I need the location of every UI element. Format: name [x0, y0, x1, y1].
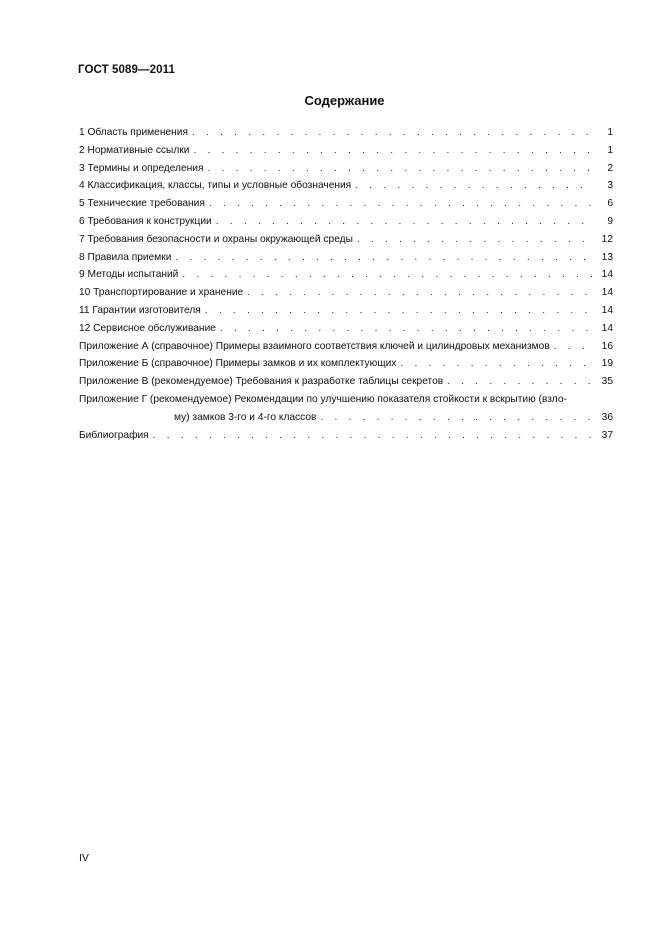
- toc-entry[interactable]: [79, 231, 613, 249]
- toc-entry-label: 5 Технические требования: [79, 198, 205, 210]
- toc-title: Содержание: [304, 93, 385, 108]
- toc-leader-dots: [182, 266, 595, 284]
- toc-entry-label-line2: му) замков 3-го и 4-го классов: [174, 411, 317, 423]
- toc-entry[interactable]: [79, 266, 613, 284]
- toc-entry-page: 9: [607, 215, 613, 227]
- toc-entry-page: 36: [601, 411, 613, 423]
- toc-leader-dots: [320, 409, 595, 427]
- toc-entry[interactable]: [79, 124, 613, 142]
- toc-entry[interactable]: [79, 195, 613, 213]
- toc-entry-page: 13: [601, 251, 613, 263]
- document-id: ГОСТ 5089—2011: [78, 64, 175, 76]
- toc-entry-label: Библиография: [79, 429, 149, 441]
- toc-leader-dots: [175, 249, 595, 267]
- toc-entry-label: Приложение Б (справочное) Примеры замков и их комплектующих: [79, 358, 397, 370]
- toc-entry-label: 8 Правила приемки: [79, 251, 172, 263]
- toc-entry-label: 7 Требования безопасности и охраны окружающей среды: [79, 233, 353, 245]
- toc-entry-page: 19: [601, 358, 613, 370]
- toc-entry-appendix[interactable]: [79, 338, 613, 356]
- toc-leader-dots: [205, 302, 595, 320]
- toc-leader-dots: [207, 160, 595, 178]
- toc-entry[interactable]: [79, 249, 613, 267]
- toc-entry-bibliography[interactable]: [79, 427, 613, 445]
- toc-entry-label-line1: Приложение Г (рекомендуемое) Рекомендации по улучшению показателя стойкости к вскрытию (взло-: [79, 393, 567, 405]
- toc-entry-label: 1 Область применения: [79, 127, 188, 138]
- toc-entry-label: 10 Транспортирование и хранение: [79, 287, 244, 299]
- toc-leader-dots: [216, 213, 595, 231]
- toc-entry-label: Приложение А (справочное) Примеры взаимного соответствия ключей и цилиндровых механизмов: [79, 340, 550, 352]
- toc-leader-dots: [400, 355, 595, 373]
- toc-entry-page: 14: [601, 287, 613, 299]
- toc-leader-dots: [192, 124, 595, 142]
- toc-entry-page: 16: [601, 340, 613, 352]
- toc-leader-dots: [247, 284, 595, 302]
- toc-entry-label: 11 Гарантии изготовителя: [79, 304, 201, 316]
- toc-entry[interactable]: [79, 284, 613, 302]
- toc-entry-label: 2 Нормативные ссылки: [79, 144, 190, 156]
- page-number: IV: [79, 852, 89, 864]
- toc-entry-page: 6: [607, 198, 613, 210]
- toc-entry-label: 6 Требования к конструкции: [79, 215, 212, 227]
- toc-entry[interactable]: [79, 160, 613, 178]
- toc-entry[interactable]: [79, 302, 613, 320]
- toc-entry-page: 35: [601, 376, 613, 388]
- toc-entry-page: 1: [607, 127, 613, 138]
- toc-entry-label: 4 Классификация, классы, типы и условные обозначения: [79, 180, 352, 192]
- toc-leader-dots: [447, 373, 595, 391]
- toc-entry[interactable]: [79, 213, 613, 231]
- toc-entry[interactable]: [79, 320, 613, 338]
- toc-entry-page: 14: [601, 304, 613, 316]
- toc-leader-dots: [554, 338, 595, 356]
- toc-leader-dots: [209, 195, 595, 213]
- toc-entry-label: 9 Методы испытаний: [79, 269, 179, 281]
- toc-entry-page: 1: [607, 144, 613, 156]
- toc-entry-page: 2: [607, 162, 613, 174]
- toc-leader-dots: [153, 427, 595, 445]
- toc-leader-dots: [220, 320, 595, 338]
- toc-entry-label: 12 Сервисное обслуживание: [79, 322, 216, 334]
- toc-entry-label: 3 Термины и определения: [79, 162, 204, 174]
- toc-entry-page: 3: [607, 180, 613, 192]
- toc-entry-page: 12: [601, 233, 613, 245]
- toc-entry-appendix[interactable]: [79, 373, 613, 391]
- toc-entry-page: 14: [601, 269, 613, 281]
- toc-entry-page: 14: [601, 322, 613, 334]
- toc-leader-dots: [193, 142, 595, 160]
- toc-entry[interactable]: [79, 142, 613, 160]
- toc-entry-page: 37: [601, 429, 613, 441]
- toc-entry-appendix[interactable]: [79, 355, 613, 373]
- toc-leader-dots: [357, 231, 595, 249]
- toc-entry-appendix-multiline[interactable]: [79, 391, 613, 427]
- toc-leader-dots: [355, 177, 595, 195]
- table-of-contents: [79, 124, 613, 444]
- toc-entry[interactable]: [79, 177, 613, 195]
- toc-entry-label: Приложение В (рекомендуемое) Требования к разработке таблицы секретов: [79, 376, 444, 388]
